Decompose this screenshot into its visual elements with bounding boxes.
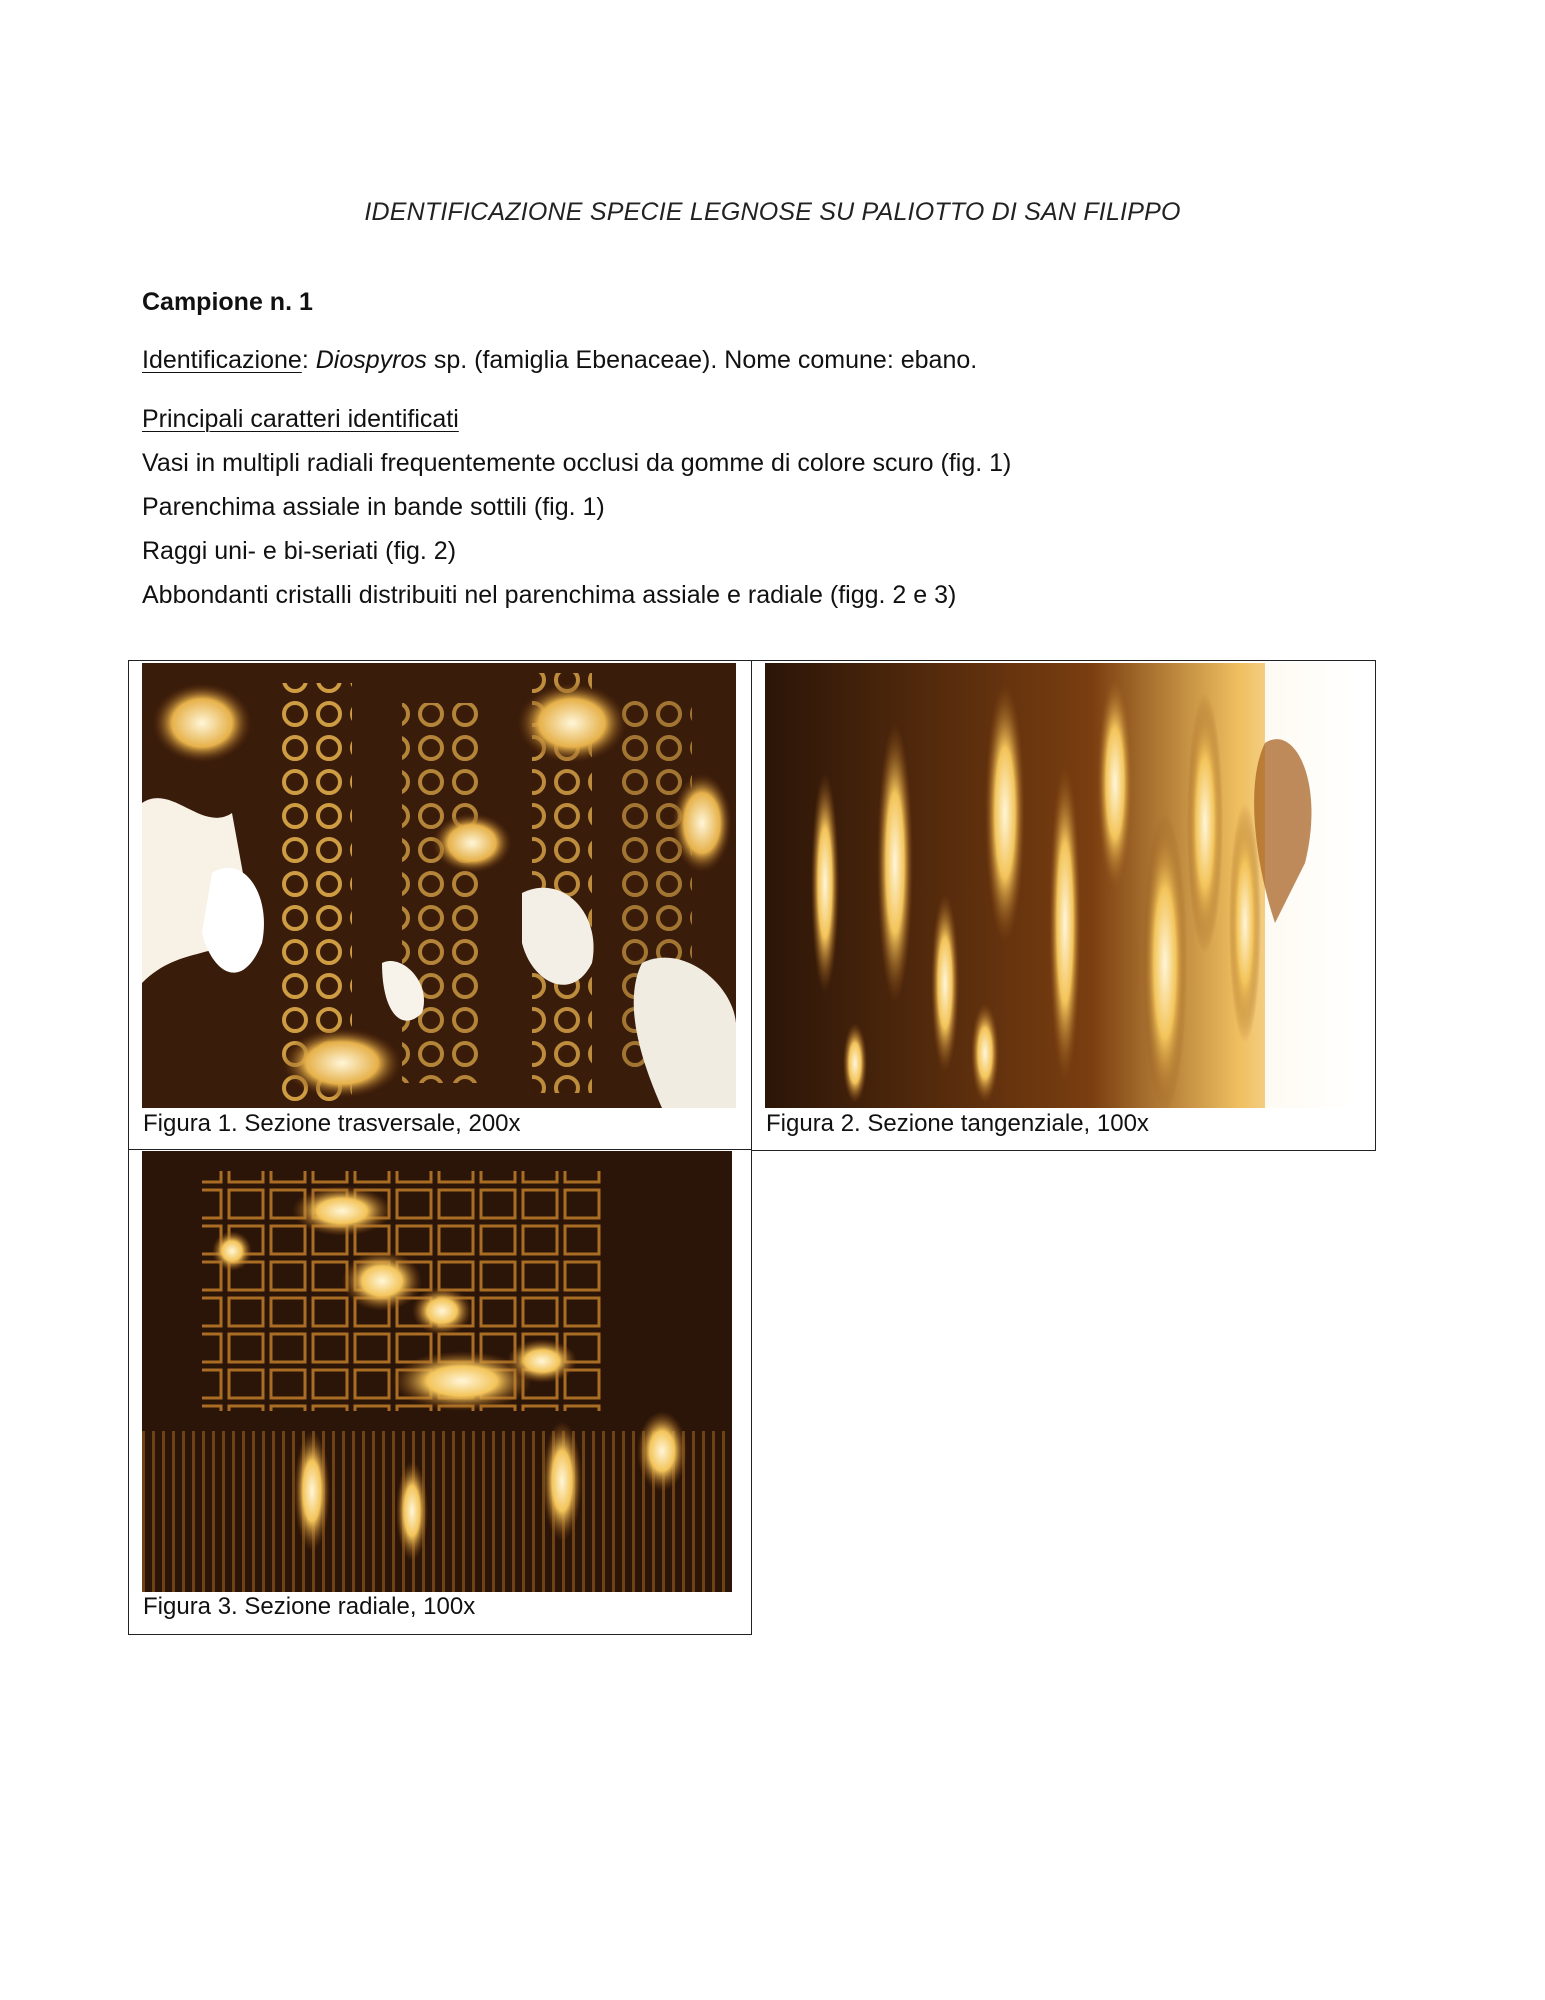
figure-2-cell	[751, 660, 1376, 1151]
characters-heading: Principali caratteri identificati	[142, 405, 459, 433]
figure-3-cell	[128, 1149, 752, 1635]
sample-heading: Campione n. 1	[142, 288, 313, 316]
figure-1-caption: Figura 1. Sezione trasversale, 200x	[143, 1110, 521, 1137]
identification-genus: Diospyros	[315, 346, 427, 374]
figure-1-micrograph	[142, 663, 736, 1108]
character-item: Abbondanti cristalli distribuiti nel parenchima assiale e radiale (figg. 2 e 3)	[142, 581, 957, 609]
character-item: Vasi in multipli radiali frequentemente occlusi da gomme di colore scuro (fig. 1)	[142, 449, 1012, 477]
identification-separator: :	[301, 346, 316, 374]
document-title: IDENTIFICAZIONE SPECIE LEGNOSE SU PALIOTTO DI SAN FILIPPO	[364, 198, 1181, 226]
identification-rest: sp. (famiglia Ebenaceae). Nome comune: ebano.	[426, 346, 978, 374]
figure-2-caption: Figura 2. Sezione tangenziale, 100x	[766, 1110, 1149, 1137]
figure-3-caption: Figura 3. Sezione radiale, 100x	[143, 1593, 476, 1620]
character-item: Raggi uni- e bi-seriati (fig. 2)	[142, 537, 457, 565]
figure-2-micrograph	[765, 663, 1359, 1108]
character-item: Parenchima assiale in bande sottili (fig. 1)	[142, 493, 605, 521]
identification-line	[142, 346, 977, 375]
figure-3-micrograph	[142, 1151, 732, 1592]
identification-label: Identificazione	[142, 346, 302, 374]
figure-1-cell	[128, 660, 752, 1151]
